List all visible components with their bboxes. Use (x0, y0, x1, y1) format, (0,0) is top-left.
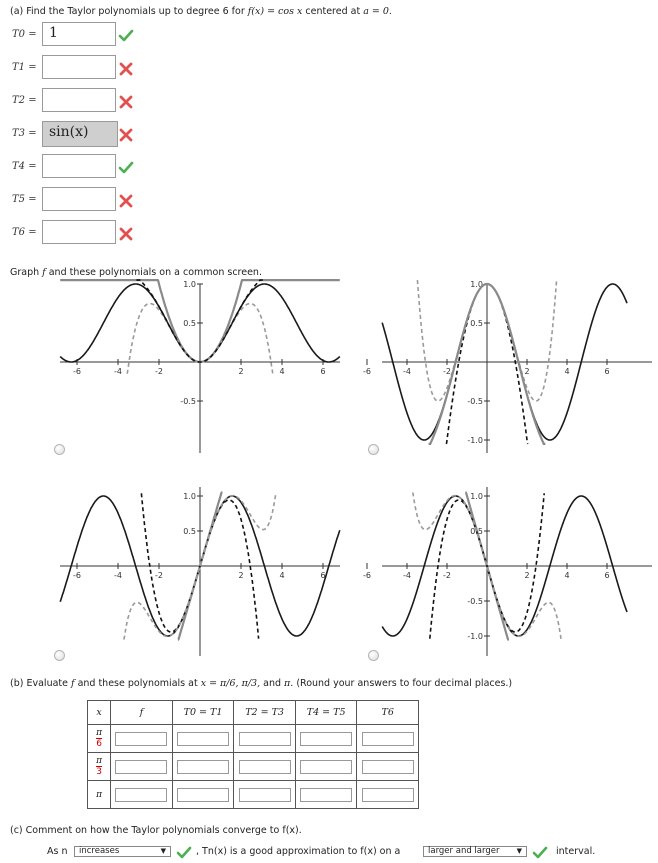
value-input[interactable] (177, 732, 229, 746)
y-tick-label: -1.0 (467, 436, 483, 445)
value-input[interactable] (300, 732, 352, 746)
x-tick-label: -2 (443, 571, 451, 580)
value-cell (357, 753, 419, 781)
graph-option-3 (60, 483, 340, 658)
taylor-label: T5 = (12, 194, 37, 205)
part-b-pi: π. (284, 678, 294, 689)
taylor-answer-input[interactable]: 1 (42, 22, 116, 46)
y-tick-label: 1.0 (470, 492, 483, 501)
graph-option-3-radio[interactable] (54, 650, 65, 661)
x-tick-label: -6 (73, 367, 81, 376)
check-icon (176, 845, 192, 861)
x-tick-label: -4 (403, 367, 411, 376)
check-icon (118, 28, 134, 44)
table-body (88, 725, 419, 809)
part-b-points: x = π/6, π/3, (200, 678, 261, 689)
taylor-label: T1 = (12, 62, 37, 73)
x-value (96, 756, 102, 777)
graph-option-2-radio[interactable] (368, 444, 379, 455)
value-cell (295, 725, 357, 753)
x-value-cell (88, 725, 111, 753)
x-tick-label: -2 (443, 367, 451, 376)
x-tick-label: 2 (524, 571, 530, 580)
x-tick-label: -2 (155, 367, 163, 376)
value-cell (172, 725, 234, 753)
graph-option-2 (363, 280, 652, 455)
value-cell (234, 725, 296, 753)
part-a-prompt-mid: centered at (302, 6, 364, 17)
evaluation-table (87, 700, 419, 809)
part-a-prompt: Find the Taylor polynomials up to degree 6 for (26, 6, 248, 17)
x-tick-label: 4 (279, 367, 285, 376)
x-tick-label: 2 (524, 367, 530, 376)
y-tick-label: 0.5 (470, 319, 483, 328)
x-tick-label: 4 (564, 367, 570, 376)
value-cell (172, 781, 234, 809)
graph-option-1-radio[interactable] (54, 444, 65, 455)
graph-prompt-f: f (42, 267, 46, 278)
taylor-answer-input[interactable] (42, 187, 116, 211)
graph-prompt-pre: Graph (10, 267, 43, 278)
value-input[interactable] (362, 732, 414, 746)
taylor-answer-input[interactable] (42, 154, 116, 178)
y-tick-label: 1.0 (183, 492, 196, 501)
taylor-answer-input[interactable]: sin(x) (42, 121, 118, 147)
y-tick-label: 1.0 (470, 280, 483, 289)
value-input[interactable] (177, 760, 229, 774)
table-row (88, 725, 419, 753)
header-t4-t5: T4 = T5 (295, 701, 357, 725)
x-tick-label: -6 (73, 571, 81, 580)
part-b-label: (b) (10, 678, 24, 689)
value-cell (357, 781, 419, 809)
taylor-label: T0 = (12, 29, 37, 40)
x-tick-label: 6 (604, 571, 610, 580)
check-icon (118, 160, 134, 176)
header-f: f (111, 701, 173, 725)
graph-option-1 (60, 280, 340, 455)
value-input[interactable] (239, 732, 291, 746)
part-c-prompt: Comment on how the Taylor polynomials converge to f(x). (25, 825, 302, 836)
value-input[interactable] (362, 788, 414, 802)
x-numerator: π (96, 790, 103, 800)
value-input[interactable] (177, 788, 229, 802)
cross-icon (118, 193, 134, 209)
table-row (88, 753, 419, 781)
value-cell (111, 781, 173, 809)
value-input[interactable] (115, 732, 167, 746)
value-input[interactable] (300, 788, 352, 802)
y-tick-label: 0.5 (183, 527, 196, 536)
part-a-heading (10, 6, 392, 17)
x-numerator: π (96, 756, 103, 766)
part-c-label: (c) (10, 825, 23, 836)
taylor-answer-input[interactable] (42, 55, 116, 79)
taylor-label: T2 = (12, 95, 37, 106)
cross-icon (118, 94, 134, 110)
cross-icon (118, 127, 134, 143)
approximation-text: , Tn(x) is a good approximation to f(x) on a (196, 846, 401, 857)
part-b-prompt-pre: Evaluate (26, 678, 72, 689)
graph-prompt-post: and these polynomials on a common screen. (45, 267, 262, 278)
part-c-heading (10, 825, 302, 836)
x-tick-label: 2 (238, 367, 244, 376)
y-tick-label: -0.5 (467, 597, 483, 606)
part-a-function: f(x) = cos x (247, 6, 303, 17)
value-cell (357, 725, 419, 753)
y-tick-label: 1.0 (183, 280, 196, 289)
header-x: x (88, 701, 111, 725)
as-n-text: As n (47, 846, 68, 857)
x-tick-label: 6 (604, 367, 610, 376)
interval-text: interval. (556, 846, 596, 857)
x-tick-label: 4 (279, 571, 285, 580)
x-tick-label: -6 (363, 571, 371, 580)
taylor-answer-input[interactable] (42, 220, 116, 244)
header-t0-t1: T0 = T1 (172, 701, 234, 725)
taylor-answer-input[interactable] (42, 88, 116, 112)
value-cell (111, 725, 173, 753)
select1-value: increases (79, 846, 120, 856)
dropdown-arrow-icon: ▼ (516, 847, 522, 855)
x-denominator: 3 (96, 767, 102, 777)
check-icon (532, 845, 548, 861)
x-tick-label: -4 (114, 367, 122, 376)
graph-option-4 (363, 483, 652, 658)
x-tick-label: -4 (114, 571, 122, 580)
value-input[interactable] (115, 788, 167, 802)
y-tick-label: 0.5 (470, 527, 483, 536)
graph-prompt (10, 267, 262, 278)
x-value (96, 790, 102, 800)
y-tick-label: -1.0 (467, 632, 483, 641)
header-t2-t3: T2 = T3 (234, 701, 296, 725)
part-b-prompt-post: (Round your answers to four decimal places.) (293, 678, 513, 689)
x-tick-label: -4 (403, 571, 411, 580)
x-denominator: 6 (96, 739, 102, 749)
x-tick-label: 2 (238, 571, 244, 580)
cross-icon (118, 61, 134, 77)
graph-option-4-radio[interactable] (368, 650, 379, 661)
x-value-cell (88, 781, 111, 809)
taylor-label: T3 = (12, 128, 37, 139)
value-input[interactable] (300, 760, 352, 774)
taylor-label: T6 = (12, 227, 37, 238)
x-tick-label: 6 (320, 367, 326, 376)
value-cell (295, 781, 357, 809)
table-row (88, 781, 419, 809)
y-tick-label: -0.5 (180, 397, 196, 406)
y-tick-label: 0.5 (183, 319, 196, 328)
x-value (96, 728, 102, 749)
part-b-and: and (260, 678, 285, 689)
value-cell (234, 781, 296, 809)
value-input[interactable] (239, 788, 291, 802)
x-value-cell (88, 753, 111, 781)
x-tick-label: -2 (155, 571, 163, 580)
value-cell (295, 753, 357, 781)
y-tick-label: -0.5 (467, 397, 483, 406)
value-input[interactable] (362, 760, 414, 774)
part-b-prompt-mid: and these polynomials at (74, 678, 201, 689)
x-tick-label: 6 (320, 571, 326, 580)
value-cell (111, 753, 173, 781)
dropdown-arrow-icon: ▼ (160, 847, 166, 855)
part-b-prompt-f: f (71, 678, 75, 689)
taylor-label: T4 = (12, 161, 37, 172)
value-input[interactable] (115, 760, 167, 774)
cross-icon (118, 226, 134, 242)
value-cell (172, 753, 234, 781)
x-tick-label: 4 (564, 571, 570, 580)
interval-size-select[interactable] (423, 846, 527, 857)
x-tick-label: -6 (363, 367, 371, 376)
part-a-label: (a) (10, 6, 24, 17)
select2-value: larger and larger (428, 846, 500, 856)
table-header-row (88, 701, 419, 725)
part-a-center: a = 0. (363, 6, 392, 17)
value-cell (234, 753, 296, 781)
convergence-direction-select[interactable] (74, 846, 171, 857)
value-input[interactable] (239, 760, 291, 774)
header-t6: T6 (357, 701, 419, 725)
part-b-heading (10, 678, 512, 689)
x-numerator: π (96, 728, 103, 738)
